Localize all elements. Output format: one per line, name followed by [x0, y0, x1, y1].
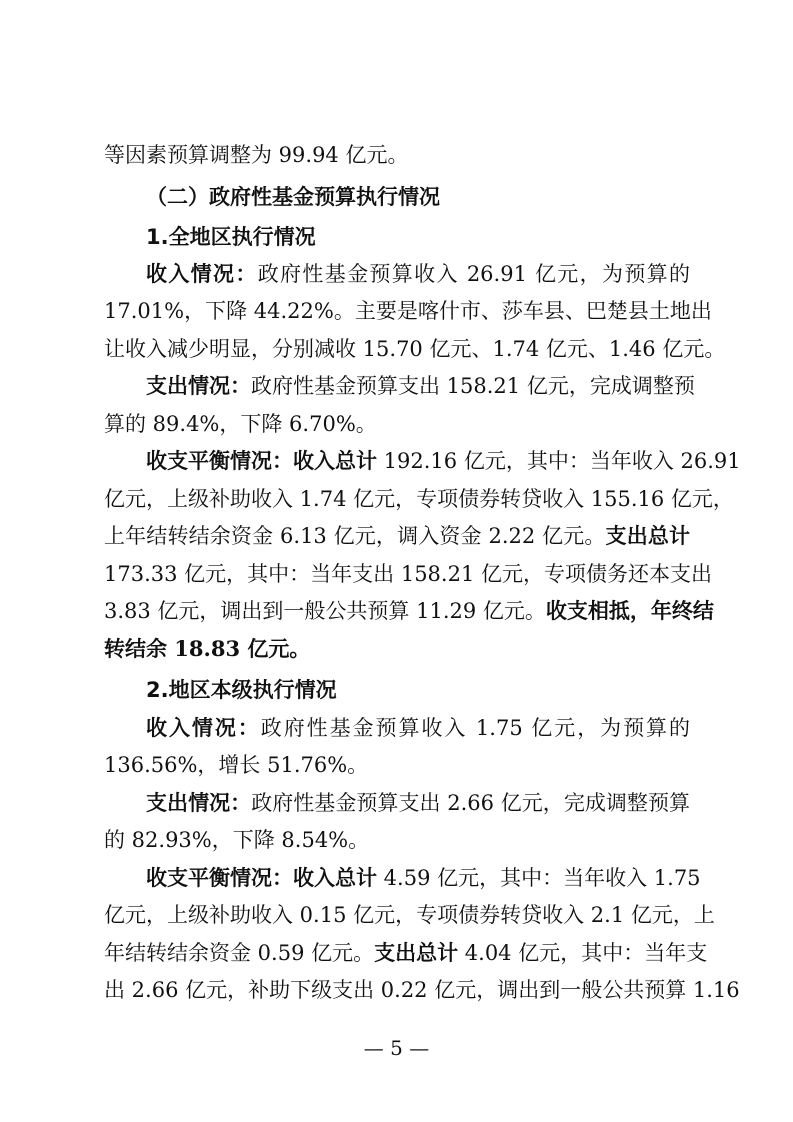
text-run: 政府性基金预算收入 26.91 亿元，为预算的: [257, 262, 691, 286]
text-run: 4.04 亿元，其中：当年支: [458, 941, 708, 965]
text-line: 算的 89.4%，下降 6.70%。: [104, 412, 377, 436]
text-run: 政府性基金预算收入 1.75 亿元，为预算的: [260, 716, 690, 740]
text-line: [146, 863, 701, 893]
bold-label: 支出总计: [374, 940, 459, 965]
text-run: 年结转结余资金 0.59 亿元。: [104, 941, 375, 965]
bold-label: 收入情况：: [146, 715, 261, 740]
text-line: 亿元，上级补助收入 1.74 亿元，专项债券转贷收入 155.16 亿元，: [104, 487, 734, 511]
bold-label: 支出情况：: [146, 373, 251, 398]
text-line: 173.33 亿元，其中：当年支出 158.21 亿元，专项债务还本支出: [104, 562, 712, 586]
subsection-heading: 2.地区本级执行情况: [146, 678, 337, 702]
text-line: 的 82.93%，下降 8.54%。: [104, 828, 370, 852]
text-line: 136.56%，增长 51.76%。: [104, 753, 369, 777]
bold-label: 收入总计: [293, 865, 377, 890]
text-line: [146, 371, 695, 401]
text-line: 转结余 18.83 亿元。: [104, 636, 311, 661]
bold-label: 支出情况：: [146, 790, 252, 815]
page-number: — 5 —: [363, 1036, 430, 1060]
bold-label: 收支平衡情况：: [146, 448, 293, 473]
bold-label: 收入总计: [293, 448, 377, 473]
text-line: [146, 713, 690, 743]
text-line: [146, 259, 690, 289]
text-line: 让收入减少明显，分别减收 15.70 亿元、1.74 亿元、1.46 亿元。: [104, 337, 726, 361]
text-run: 上年结转结余资金 6.13 亿元，调入资金 2.22 亿元。: [104, 524, 606, 548]
text-line: 出 2.66 亿元，补助下级支出 0.22 亿元，调出到一般公共预算 1.16: [104, 978, 740, 1002]
text-run: 192.16 亿元，其中：当年收入 26.91: [377, 449, 741, 473]
subsection-heading: 1.全地区执行情况: [146, 225, 316, 249]
text-line: 17.01%，下降 44.22%。主要是喀什市、莎车县、巴楚县土地出: [104, 299, 712, 323]
text-line: [146, 446, 741, 476]
text-line: [104, 596, 714, 626]
text-line: [104, 521, 690, 551]
text-run: 4.59 亿元，其中：当年收入 1.75: [377, 866, 701, 890]
bold-label: 支出总计: [605, 523, 691, 548]
text-run: 政府性基金预算支出 2.66 亿元，完成调整预算: [251, 791, 690, 815]
bold-label: 收入情况：: [146, 261, 258, 286]
bold-label: 收支相抵，年终结: [545, 598, 714, 623]
section-heading: （二）政府性基金预算执行情况: [146, 185, 440, 209]
text-line: 等因素预算调整为 99.94 亿元。: [104, 143, 409, 167]
text-run: 3.83 亿元，调出到一般公共预算 11.29 亿元。: [104, 599, 546, 623]
text-run: 政府性基金预算支出 158.21 亿元，完成调整预: [251, 374, 695, 398]
bold-label: 收支平衡情况：: [146, 865, 293, 890]
text-line: [146, 788, 690, 818]
text-line: [104, 938, 708, 968]
text-line: 亿元，上级补助收入 0.15 亿元，专项债券转贷收入 2.1 亿元，上: [104, 903, 715, 927]
